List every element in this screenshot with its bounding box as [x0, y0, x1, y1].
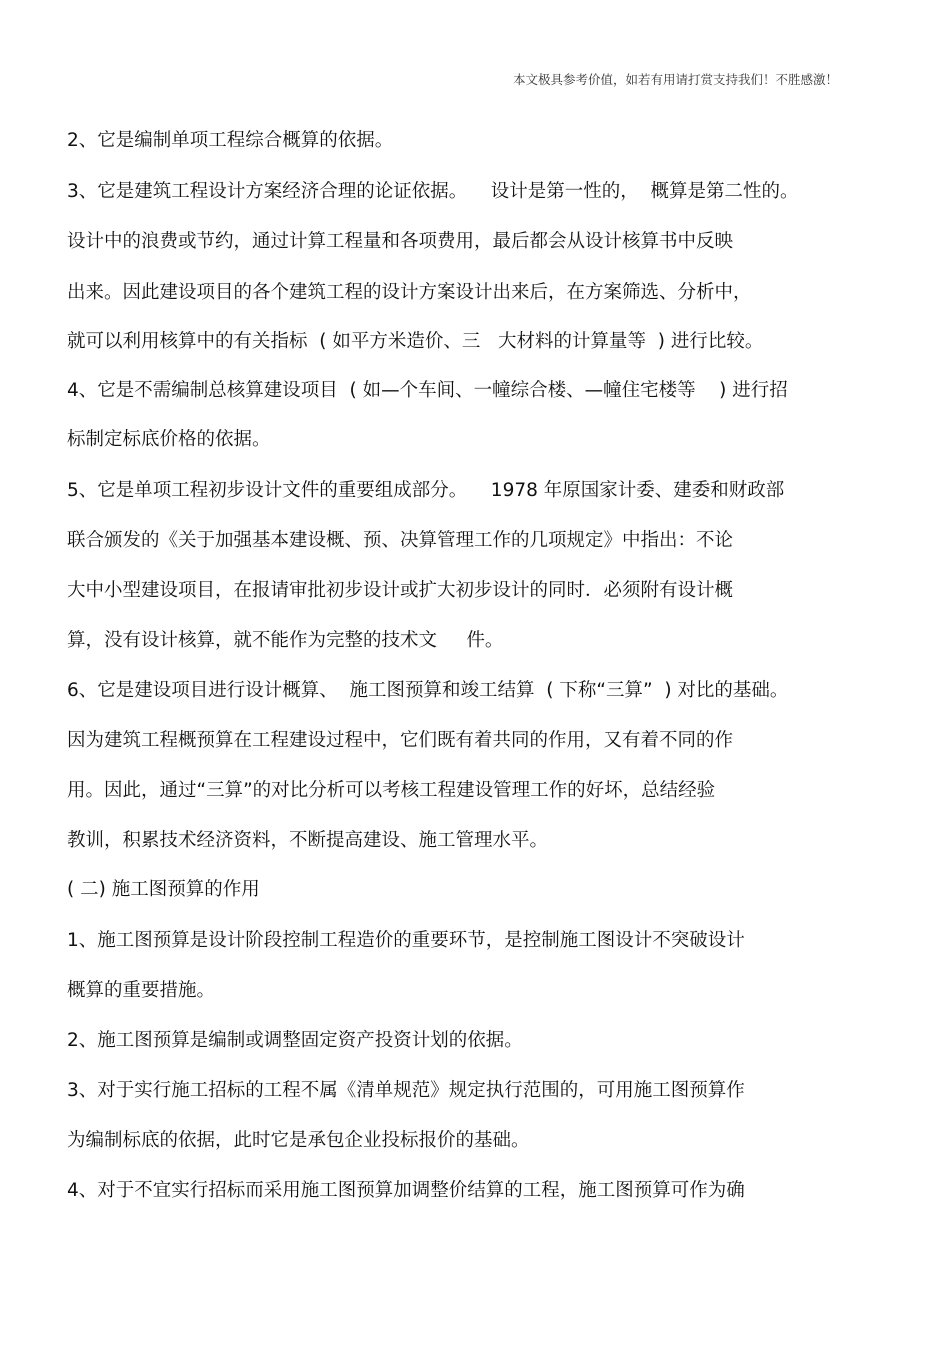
- text-line: 教训，积累技术经济资料，不断提高建设、施工管理水平。: [67, 830, 549, 851]
- section-heading: ( 二) 施工图预算的作用: [67, 879, 260, 900]
- text-line: 大中小型建设项目，在报请审批初步设计或扩大初步设计的同时．必须附有设计概: [67, 580, 734, 601]
- text-line: 就可以利用核算中的有关指标 ( 如平方米造价、三 大材料的计算量等 ) 进行比较。: [67, 331, 764, 352]
- text-line: 4、对于不宜实行招标而采用施工图预算加调整价结算的工程，施工图预算可作为确: [67, 1180, 745, 1201]
- text-line: 4、它是不需编制总核算建设项目 ( 如—个车间、一幢综合楼、—幢住宅楼等 ) 进行招: [67, 380, 788, 401]
- text-line: 因为建筑工程概预算在工程建设过程中，它们既有着共同的作用，又有着不同的作: [67, 730, 734, 751]
- text-line: 2、它是编制单项工程综合概算的依据。: [67, 130, 394, 151]
- text-line: 联合颁发的《关于加强基本建设概、预、决算管理工作的几项规定》中指出：不论: [67, 530, 734, 551]
- text-line: 2、施工图预算是编制或调整固定资产投资计划的依据。: [67, 1030, 523, 1051]
- text-line: 3、对于实行施工招标的工程不属《清单规范》规定执行范围的，可用施工图预算作: [67, 1080, 745, 1101]
- text-line: 为编制标底的依据，此时它是承包企业投标报价的基础。: [67, 1130, 530, 1151]
- text-line: 1、施工图预算是设计阶段控制工程造价的重要环节，是控制施工图设计不突破设计: [67, 930, 745, 951]
- text-line: 设计中的浪费或节约，通过计算工程量和各项费用，最后都会从设计核算书中反映: [67, 231, 734, 252]
- text-line: 用。因此，通过“三算”的对比分析可以考核工程建设管理工作的好坏，总结经验: [67, 780, 716, 801]
- header-note: 本文极具参考价值，如若有用请打赏支持我们！不胜感激！: [512, 72, 838, 87]
- text-line: 5、它是单项工程初步设计文件的重要组成部分。 1978 年原国家计委、建委和财政部: [67, 480, 785, 501]
- text-line: 6、它是建设项目进行设计概算、 施工图预算和竣工结算 ( 下称“三算” ) 对比的基础。: [67, 680, 789, 701]
- text-line: 出来。因此建设项目的各个建筑工程的设计方案设计出来后，在方案筛选、分析中，: [67, 282, 752, 303]
- text-line: 标制定标底价格的依据。: [67, 429, 271, 450]
- text-line: 3、它是建筑工程设计方案经济合理的论证依据。 设计是第一性的， 概算是第二性的。: [67, 181, 799, 202]
- text-line: 概算的重要措施。: [67, 980, 216, 1001]
- text-line: 算，没有设计核算，就不能作为完整的技术文 件。: [67, 630, 504, 651]
